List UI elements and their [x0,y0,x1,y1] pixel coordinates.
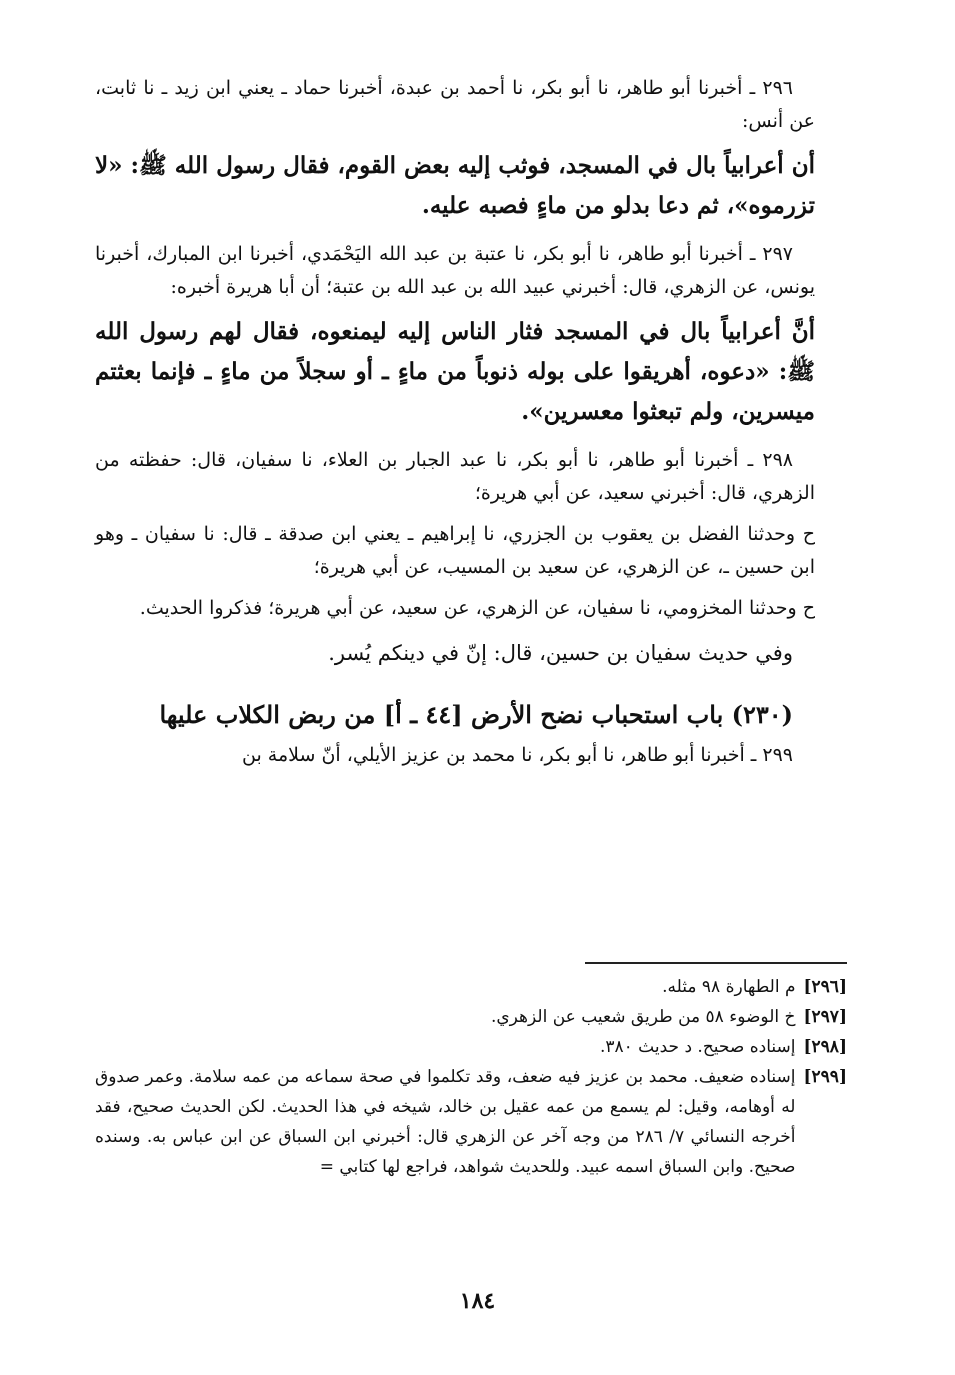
hadith-298-isnad: ٢٩٨ ـ أخبرنا أبو طاهر، نا أبو بكر، نا عبد الجبار بن العلاء، نا سفيان، قال: حفظته من الزهري، قال: أخبرني سعيد، عن أبي هريرة؛ [95,449,815,504]
hadith-298-chain-2: ح وحدثنا الفضل بن يعقوب بن الجزري، نا إبراهيم ـ يعني ابن صدقة ـ قال: نا سفيان ـ وهو ابن حسين ـ، عن الزهري، عن سعيد بن المسيب، عن أبي هريرة؛ [95,523,815,578]
footnote-number: [٢٩٨] [803,1037,847,1057]
footnotes [95,972,847,1182]
footnote-number: [٢٩٧] [803,1007,847,1027]
footnote-text: إسناده صحيح. د حديث ٣٨٠. [599,1037,796,1057]
footnote-number: [٢٩٦] [803,977,847,997]
footnote-297 [95,1002,847,1032]
main-text [95,72,815,780]
hadith-299-isnad: ٢٩٩ ـ أخبرنا أبو طاهر، نا أبو بكر، نا محمد بن عزيز الأيلي، أنّ سلامة بن [242,744,793,766]
footnote-text: خ الوضوء ٥٨ من طريق شعيب عن الزهري. [490,1007,796,1027]
hadith-296-isnad: ٢٩٦ ـ أخبرنا أبو طاهر، نا أبو بكر، نا أحمد بن عبدة، أخبرنا حماد ـ يعني ابن زيد ـ نا ثابت، عن أنس: [95,77,815,132]
hadith-297-text: أنَّ أعرابياً بال في المسجد فثار الناس إليه ليمنعوه، فقال لهم رسول الله ﷺ: «دعوه، أهريقوا على بوله ذنوباً من ماءٍ ـ أو سجلاً من ماءٍ ـ فإنما بعثتم ميسرين، ولم تبعثوا معسرين». [95,318,815,425]
footnote-299 [95,1062,847,1182]
hadith-298-chain-3: ح وحدثنا المخزومي، نا سفيان، عن الزهري، عن سعيد، عن أبي هريرة؛ فذكروا الحديث. [139,597,815,619]
footnote-separator [585,962,847,964]
footnote-text: م الطهارة ٩٨ مثله. [662,977,796,997]
footnote-number: [٢٩٩] [803,1067,847,1087]
page-number: ١٨٤ [459,1288,496,1314]
footnote-296 [95,972,847,1002]
hadith-298-note: وفي حديث سفيان بن حسين، قال: إنّ في دينكم يُسر. [328,641,793,665]
footnote-text: إسناده ضعيف. محمد بن عزيز فيه ضعف، وقد تكلموا في صحة سماعه من عمه سلامة. وعمر صدوق له أوهامه، وقيل: لم يسمع من عمه عقيل بن خالد، شيخه في هذا الحديث. لكن الحديث صحيح، فقد أخرجه النسائي ٧/ ٢٨٦ من وجه آخر عن الزهري قال: أخبرني ابن السباق عن ابن عباس به. وسنده صحيح. وابن السباق اسمه عبيد. وللحديث شواهد، فراجع لها كتابي = [95,1067,796,1177]
hadith-297-isnad: ٢٩٧ ـ أخبرنا أبو طاهر، نا أبو بكر، نا عتبة بن عبد الله اليَحْمَدي، أخبرنا ابن المبارك، أخبرنا يونس، عن الزهري، قال: أخبرني عبيد الله بن عبد الله بن عتبة؛ أن أبا هريرة أخبره: [95,243,815,298]
footnote-298 [95,1032,847,1062]
hadith-296-text: أن أعرابياً بال في المسجد، فوثب إليه بعض القوم، فقال رسول الله ﷺ: «لا تزرموه»، ثم دعا بدلو من ماءٍ فصبه عليه. [95,152,815,219]
chapter-title: (٢٣٠) باب استحباب نضح الأرض [٤٤ ـ أ] من ربض الكلاب عليها [159,700,793,729]
